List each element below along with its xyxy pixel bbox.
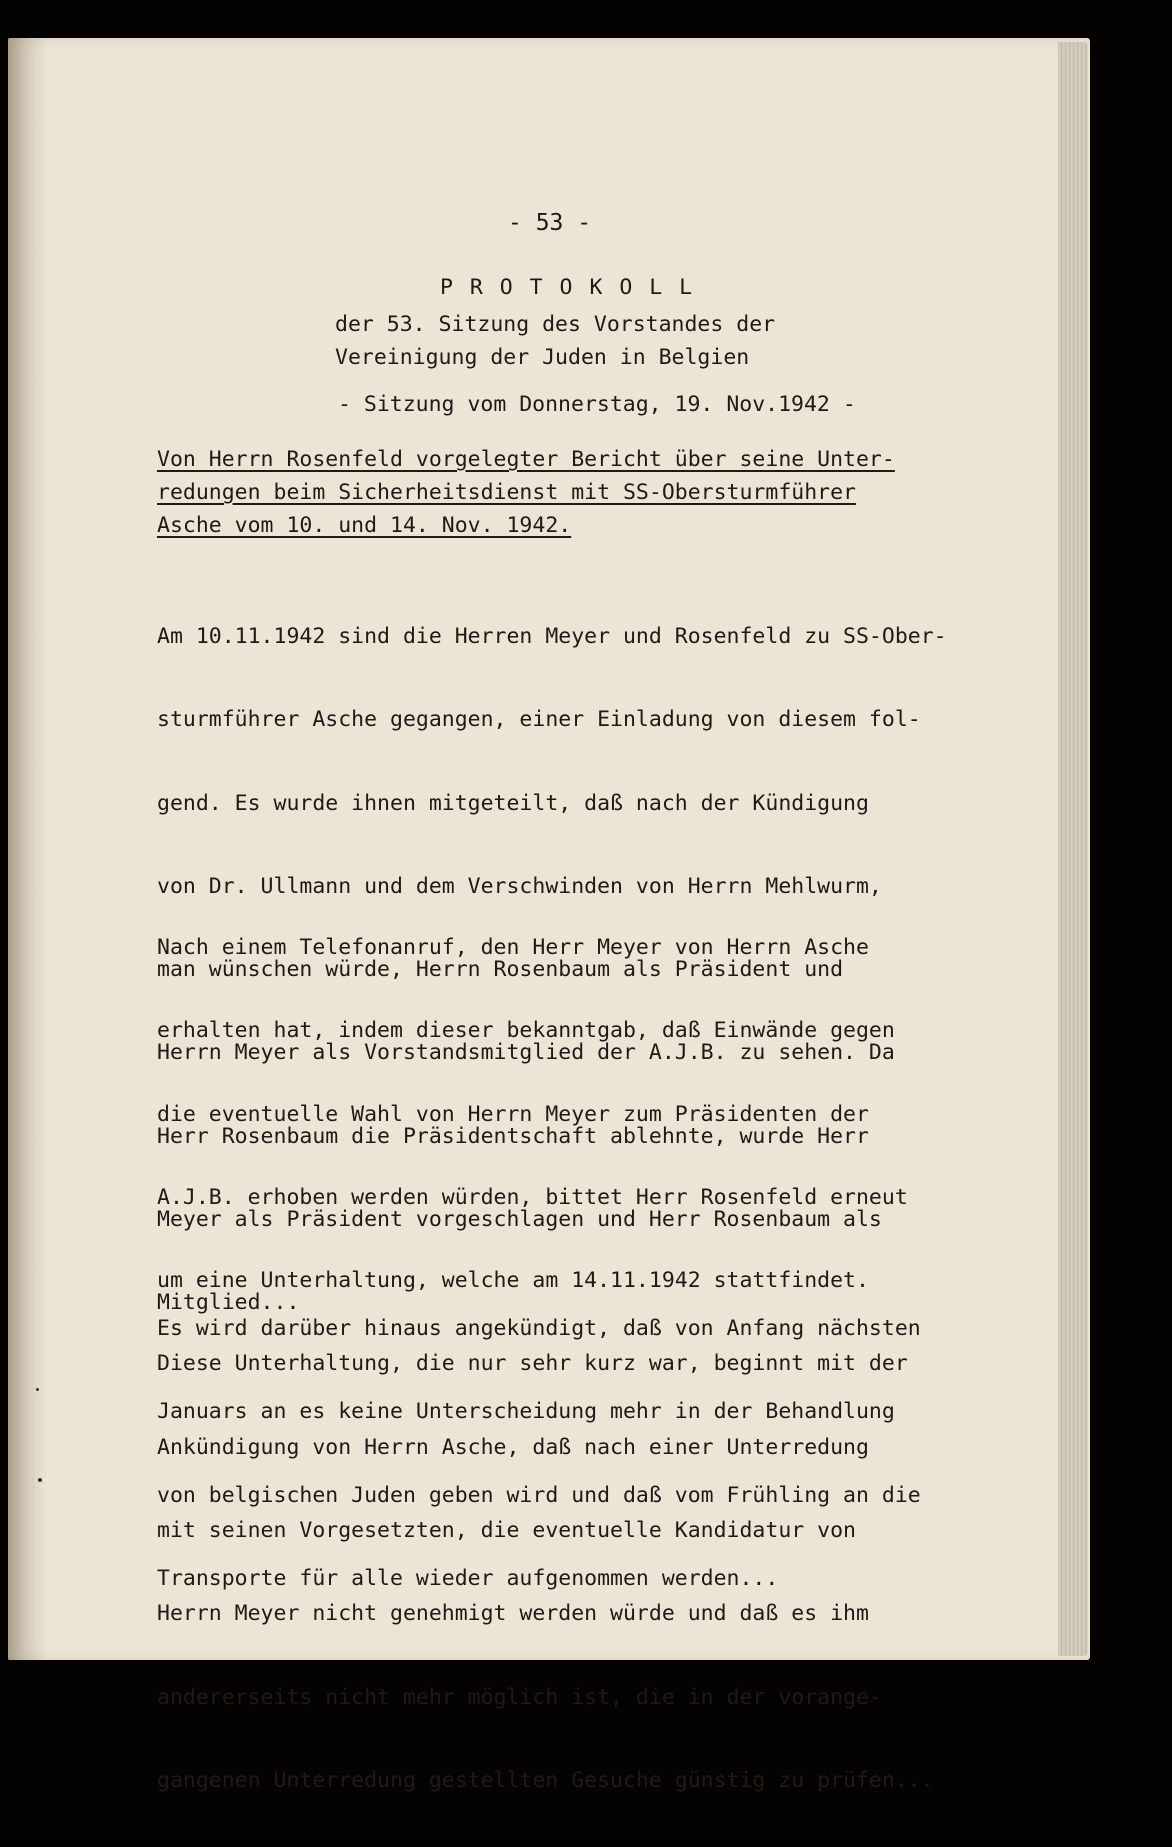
text-line: Transporte für alle wieder aufgenommen werden... — [157, 1565, 779, 1591]
session-date-line: - Sitzung vom Donnerstag, 19. Nov.1942 - — [338, 392, 856, 417]
text-line: mit seinen Vorgesetzten, die eventuelle Kandidatur von — [157, 1518, 856, 1544]
margin-speck — [36, 1388, 39, 1391]
text-line: gend. Es wurde ihnen mitgeteilt, daß nach der Kündigung — [157, 790, 869, 816]
text-line: A.J.B. erhoben werden würden, bittet Herr Rosenfeld erneut — [157, 1184, 908, 1210]
text-line: Herrn Meyer als Vorstandsmitglied der A.J.B. zu sehen. Da — [157, 1040, 895, 1066]
text-line: von Dr. Ullmann und dem Verschwinden von Herrn Mehlwurm, — [157, 873, 882, 899]
subtitle-line: Vereinigung der Juden in Belgien — [335, 345, 750, 370]
text-line: Herrn Meyer nicht genehmigt werden würde und daß es ihm — [157, 1601, 869, 1627]
text-line: gangenen Unterredung gestellten Gesuche günstig zu prüfen... — [157, 1767, 934, 1793]
subtitle-line: der 53. Sitzung des Vorstandes der — [335, 312, 776, 337]
book-binding-shadow — [8, 38, 48, 1660]
text-line: die eventuelle Wahl von Herrn Meyer zum Präsidenten der — [157, 1101, 869, 1127]
text-line: man wünschen würde, Herrn Rosenbaum als Präsident und — [157, 957, 844, 983]
text-line: Es wird darüber hinaus angekündigt, daß von Anfang nächsten — [157, 1316, 921, 1341]
document-title: P R O T O K O L L — [440, 275, 695, 300]
topic-heading-line: Asche vom 10. und 14. Nov. 1942. — [157, 513, 572, 538]
topic-heading-line: Von Herrn Rosenfeld vorgelegter Bericht über seine Unter- — [157, 447, 895, 472]
text-line: Am 10.11.1942 sind die Herren Meyer und Rosenfeld zu SS-Ober- — [157, 624, 947, 649]
text-line: Ankündigung von Herrn Asche, daß nach einer Unterredung — [157, 1434, 869, 1460]
topic-heading-line: redungen beim Sicherheitsdienst mit SS-Obersturmführer — [157, 480, 856, 505]
page-number: - 53 - — [508, 210, 592, 236]
text-line: Nach einem Telefonanruf, den Herr Meyer von Herrn Asche — [157, 935, 869, 960]
text-line: sturmführer Asche gegangen, einer Einladung von diesem fol- — [157, 707, 921, 733]
text-line: Januars an es keine Unterscheidung mehr in der Behandlung — [157, 1399, 895, 1425]
body-paragraph — [157, 1262, 921, 1645]
text-line: Diese Unterhaltung, die nur sehr kurz war, beginnt mit der — [157, 1351, 908, 1377]
page-stack-edge — [1058, 42, 1088, 1656]
text-line: Herr Rosenbaum die Präsidentschaft ablehnte, wurde Herr — [157, 1123, 869, 1149]
text-line: um eine Unterhaltung, welche am 14.11.1942 stattfindet. — [157, 1268, 869, 1294]
text-line: Meyer als Präsident vorgeschlagen und Herr Rosenbaum als — [157, 1207, 882, 1233]
text-line: andererseits nicht mehr möglich ist, die in der vorange- — [157, 1684, 882, 1710]
text-line: erhalten hat, indem dieser bekanntgab, daß Einwände gegen — [157, 1018, 895, 1044]
text-line: von belgischen Juden geben wird und daß vom Frühling an die — [157, 1482, 921, 1508]
text-line: Mitglied... — [157, 1290, 300, 1316]
margin-speck — [38, 1478, 42, 1482]
